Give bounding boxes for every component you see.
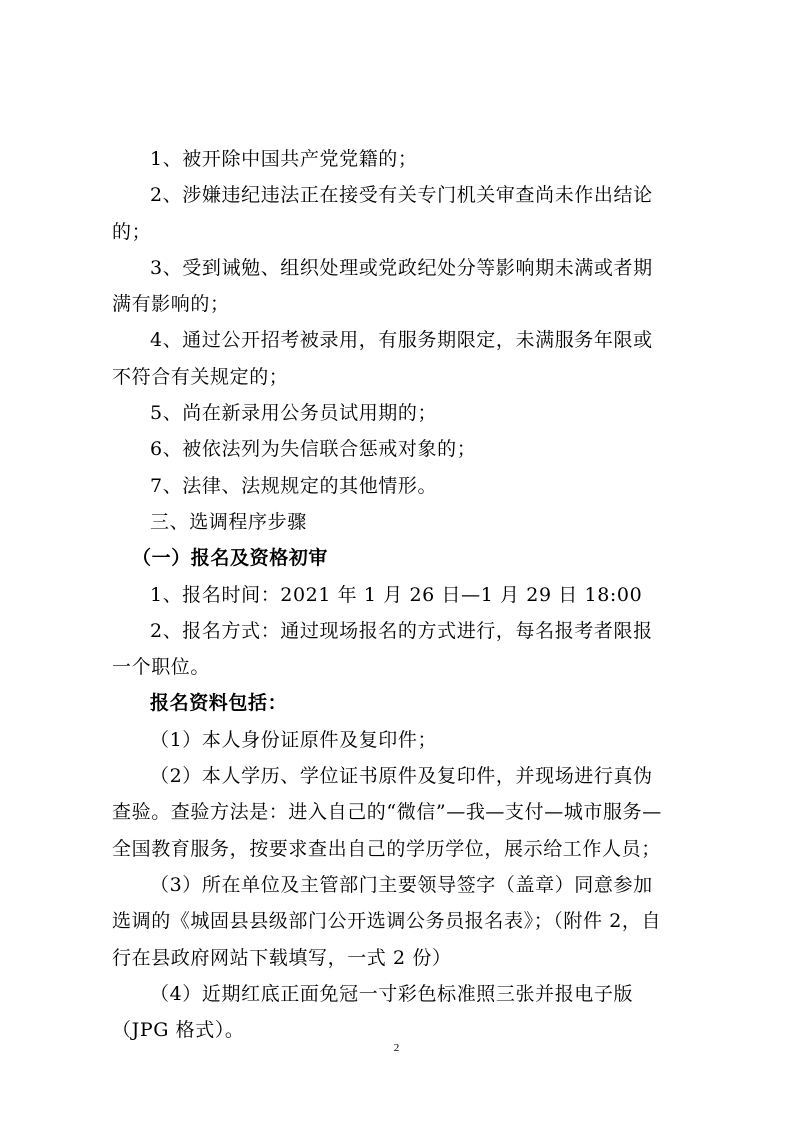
material-item-2-continued: 查验。查验方法是：进入自己的“微信”—我—支付—城市服务—: [112, 801, 662, 824]
page-number: 2: [393, 1042, 400, 1054]
list-item-5: 5、尚在新录用公务员试用期的；: [150, 402, 438, 425]
material-item-4-continued: （JPG 格式）。: [112, 1019, 245, 1042]
list-item-2-continued: 的；: [112, 220, 152, 243]
list-item-1: 1、被开除中国共产党党籍的；: [150, 148, 418, 170]
subsection-heading: （一）报名及资格初审: [132, 547, 329, 570]
list-item-3: 3、受到诫勉、组织处理或党政纪处分等影响期未满或者期: [150, 256, 653, 279]
document-body: [112, 141, 697, 1048]
list-item-6: 6、被依法列为失信联合惩戒对象的；: [150, 438, 477, 461]
registration-time: 1、报名时间：2021 年 1 月 26 日—1 月 29 日 18:00: [150, 583, 643, 606]
material-item-3-continued-2: 行在县政府网站下载填写，一式 2 份）: [112, 946, 452, 969]
material-item-2-continued-2: 全国教育服务，按要求查出自己的学历学位，展示给工作人员；: [112, 837, 661, 860]
material-item-3: （3）所在单位及主管部门主要领导签字（盖章）同意参加: [150, 873, 653, 896]
list-item-3-continued: 满有影响的；: [112, 293, 230, 316]
material-item-3-continued: 选调的《城固县县级部门公开选调公务员报名表》；（附件 2，自: [112, 910, 662, 933]
list-item-7: 7、法律、法规规定的其他情形。: [150, 474, 438, 497]
materials-heading: 报名资料包括：: [150, 692, 288, 715]
material-item-1: （1）本人身份证原件及复印件；: [150, 728, 438, 751]
section-heading: 三、选调程序步骤: [150, 510, 307, 533]
material-item-4: （4）近期红底正面免冠一寸彩色标准照三张并报电子版: [150, 982, 634, 1005]
list-item-2: 2、涉嫌违纪违法正在接受有关专门机关审查尚未作出结论: [150, 184, 653, 207]
registration-method: 2、报名方式：通过现场报名的方式进行，每名报考者限报: [150, 619, 653, 642]
list-item-4: 4、通过公开招考被录用，有服务期限定，未满服务年限或: [150, 329, 653, 352]
material-item-2: （2）本人学历、学位证书原件及复印件，并现场进行真伪: [150, 765, 653, 788]
registration-method-continued: 一个职位。: [112, 656, 211, 679]
list-item-4-continued: 不符合有关规定的；: [112, 365, 289, 388]
